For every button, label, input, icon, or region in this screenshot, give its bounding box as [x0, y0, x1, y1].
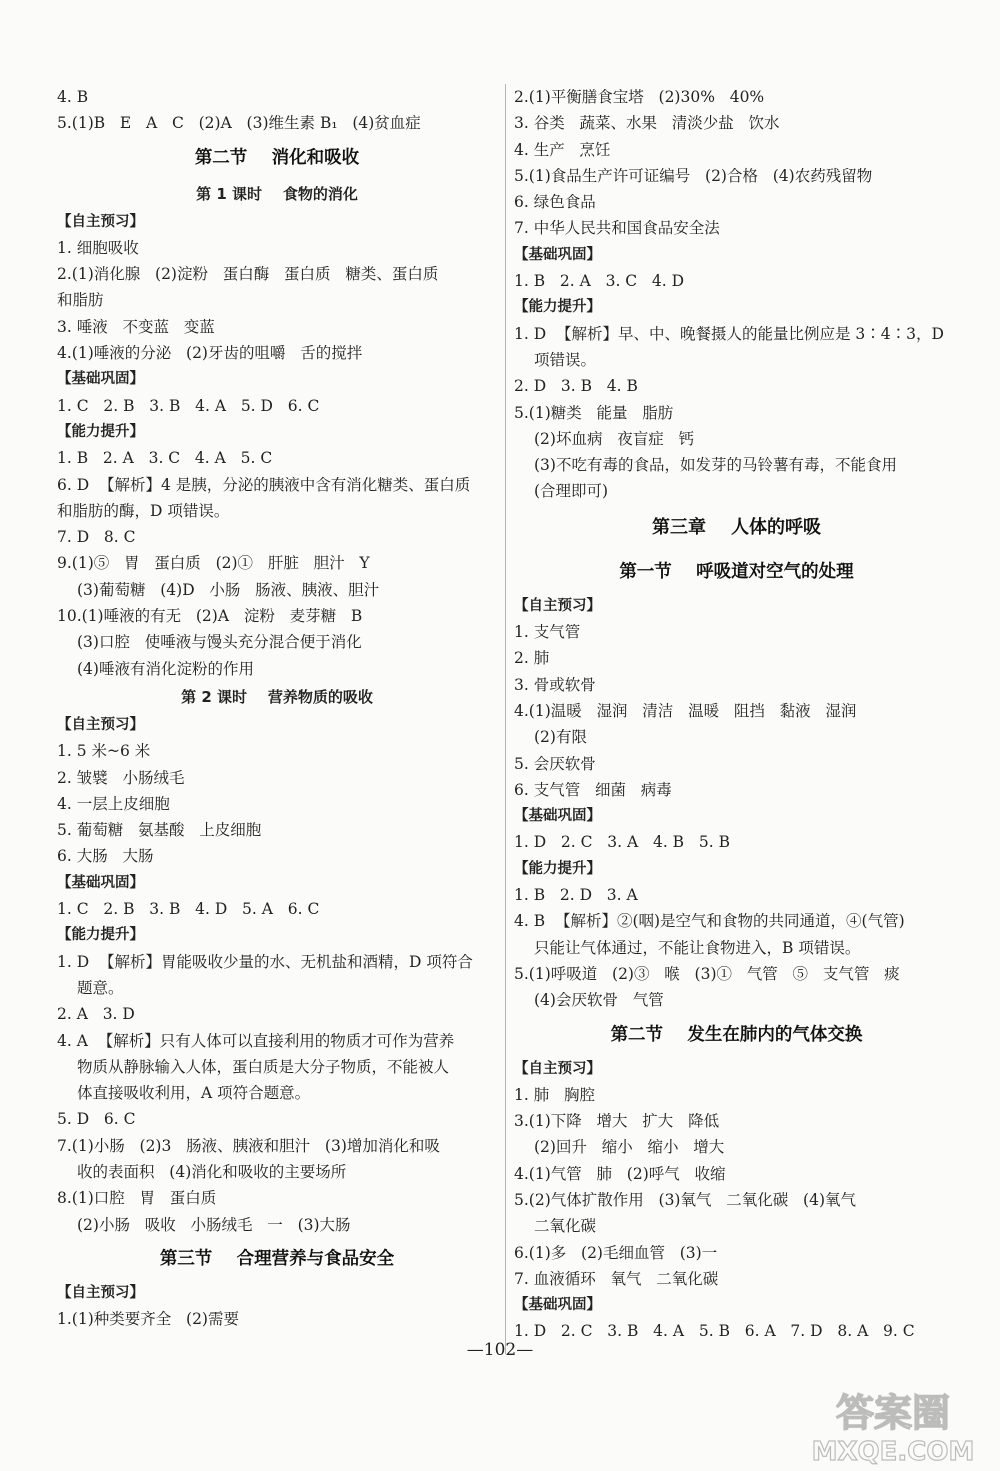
answer-line: 6. 大肠 大肠 [57, 847, 154, 866]
answer-line: (3)不吃有毒的食品，如发芽的马铃薯有毒，不能食用 [534, 456, 897, 475]
watermark-logo [798, 1384, 988, 1468]
answer-line: 1. B 2. A 3. C 4. D [514, 272, 685, 291]
answer-line: 2.(1)平衡膳食宝塔 (2)30% 40% [514, 88, 765, 106]
page-number: —102— [466, 1340, 534, 1360]
left-column [57, 84, 497, 1332]
column-divider [505, 84, 506, 1354]
answer-line: 5.(1)B E A C (2)A (3)维生素 B₁ (4)贫血症 [57, 114, 421, 133]
answer-line: 项错误。 [534, 350, 597, 369]
answer-line: 3. 谷类 蔬菜、水果 清淡少盐 饮水 [514, 114, 780, 133]
lesson-title: 第 1 课时 食物的消化 [196, 184, 358, 203]
answer-line: 1. B 2. A 3. C 4. A 5. C [57, 449, 273, 468]
answer-line: 2. D 3. B 4. B [514, 377, 638, 396]
answer-line: 4.(1)气管 肺 (2)呼气 收缩 [514, 1164, 726, 1183]
section-label: 【基础巩固】 [57, 874, 144, 891]
section-title: 第二节 消化和吸收 [194, 147, 360, 168]
answer-line: 1.(1)种类要齐全 (2)需要 [57, 1310, 239, 1329]
watermark-text: 答案圈 [835, 1391, 951, 1435]
answer-line: 1. D 【解析】胃能吸收少量的水、无机盐和酒精，D 项符合 [57, 952, 473, 971]
answer-line: 1. 5 米~6 米 [57, 742, 151, 761]
answer-line: 4. B 【解析】②(咽)是空气和食物的共同通道，④(气管) [514, 912, 905, 931]
section-label: 【自主预习】 [57, 1284, 144, 1301]
section-label: 【能力提升】 [57, 927, 144, 944]
answer-line: 物质从静脉输入人体，蛋白质是大分子物质，不能被人 [77, 1057, 450, 1076]
answer-line: 4. A 【解析】只有人体可以直接利用的物质才可作为营养 [57, 1031, 455, 1050]
answer-line: 3. 骨或软骨 [514, 675, 596, 694]
answer-line: 1. D 【解析】早、中、晚餐摄人的能量比例应是 3∶4∶3，D [514, 324, 944, 343]
answer-line: 3. 唾液 不变蓝 变蓝 [57, 317, 215, 336]
section-label: 【能力提升】 [514, 299, 601, 316]
answer-line: (4)唾液有消化淀粉的作用 [77, 659, 254, 678]
answer-line: 2. 肺 [514, 649, 550, 668]
answer-line: 6. 绿色食品 [514, 193, 596, 212]
answer-line: 1. C 2. B 3. B 4. D 5. A 6. C [57, 900, 320, 919]
section-title: 第一节 呼吸道对空气的处理 [619, 561, 854, 582]
answer-line: 体直接吸收利用，A 项符合题意。 [77, 1084, 311, 1103]
answer-line: 1. C 2. B 3. B 4. A 5. D 6. C [57, 396, 320, 415]
answer-line: 2. 皱襞 小肠绒毛 [57, 768, 185, 787]
chapter-title: 第三章 人体的呼吸 [651, 516, 822, 538]
section-label: 【基础巩固】 [514, 1297, 601, 1314]
answer-line: 4. B [57, 88, 89, 106]
answer-line: 5.(2)气体扩散作用 (3)氧气 二氧化碳 (4)氧气 [514, 1190, 857, 1209]
answer-line: 6.(1)多 (2)毛细血管 (3)一 [514, 1243, 718, 1262]
answer-line: 1. 细胞吸收 [57, 238, 139, 257]
answer-line: 1. 肺 胸腔 [514, 1085, 595, 1104]
answer-line: (2)回升 缩小 缩小 增大 [534, 1138, 725, 1157]
answer-line: 1. D 2. C 3. B 4. A 5. B 6. A 7. D 8. A 9. C [514, 1322, 915, 1341]
watermark-url: MXQE.COM [811, 1437, 975, 1467]
answer-line: 8.(1)口腔 胃 蛋白质 [57, 1189, 217, 1208]
lesson-title: 第 2 课时 营养物质的吸收 [181, 687, 373, 706]
answer-line: (4)会厌软骨 气管 [534, 991, 664, 1010]
answer-line: 6. 支气管 细菌 病毒 [514, 780, 672, 799]
section-title: 第三节 合理营养与食品安全 [159, 1248, 395, 1269]
answer-line: (2)小肠 吸收 小肠绒毛 一 (3)大肠 [77, 1215, 351, 1234]
answer-line: 5. 会厌软骨 [514, 754, 596, 773]
answer-line: 5. D 6. C [57, 1110, 136, 1129]
answer-line: 6. D 【解析】4 是胰，分泌的胰液中含有消化糖类、蛋白质 [57, 475, 471, 494]
answer-line: 4.(1)温暖 湿润 清洁 温暖 阻挡 黏液 湿润 [514, 701, 857, 720]
answer-line: (3)口腔 使唾液与馒头充分混合便于消化 [77, 633, 362, 652]
answer-line: (2)有限 [534, 728, 587, 747]
section-label: 【能力提升】 [514, 860, 601, 877]
answer-line: 二氧化碳 [534, 1217, 597, 1236]
answer-line: 7. 血液循环 氧气 二氧化碳 [514, 1269, 719, 1288]
section-label: 【自主预习】 [57, 213, 144, 230]
answer-line: 7.(1)小肠 (2)3 肠液、胰液和胆汁 (3)增加消化和吸 [57, 1136, 440, 1155]
answer-line: 5.(1)呼吸道 (2)③ 喉 (3)① 气管 ⑤ 支气管 痰 [514, 964, 900, 983]
answer-line: 1. D 2. C 3. A 4. B 5. B [514, 833, 730, 852]
answer-line: 2.(1)消化腺 (2)淀粉 蛋白酶 蛋白质 糖类、蛋白质 [57, 265, 439, 284]
answer-line: 和脂肪 [57, 291, 104, 310]
answer-line: 题意。 [77, 978, 124, 997]
answer-line: 收的表面积 (4)消化和吸收的主要场所 [77, 1162, 347, 1181]
answer-line: 3.(1)下降 增大 扩大 降低 [514, 1112, 720, 1131]
answer-line: 5.(1)糖类 能量 脂肪 [514, 403, 674, 422]
answer-line: 和脂肪的酶，D 项错误。 [57, 501, 230, 520]
section-label: 【自主预习】 [514, 1060, 601, 1077]
right-column [514, 84, 959, 1345]
answer-line: 7. D 8. C [57, 528, 136, 547]
answer-line: 2. A 3. D [57, 1005, 135, 1024]
answer-line: (合理即可) [534, 482, 609, 501]
answer-line: 4. 生产 烹饪 [514, 140, 611, 159]
answer-line: (2)坏血病 夜盲症 钙 [534, 429, 695, 448]
answer-line: (3)葡萄糖 (4)D 小肠 肠液、胰液、胆汁 [77, 580, 380, 599]
section-label: 【自主预习】 [514, 597, 601, 614]
section-label: 【基础巩固】 [57, 371, 144, 388]
section-label: 【基础巩固】 [514, 808, 601, 825]
section-label: 【基础巩固】 [514, 246, 601, 263]
answer-line: 1. 支气管 [514, 623, 581, 642]
section-label: 【能力提升】 [57, 423, 144, 440]
section-title: 第二节 发生在肺内的气体交换 [610, 1024, 863, 1045]
answer-line: 只能让气体通过，不能让食物进入，B 项错误。 [534, 938, 861, 957]
section-label: 【自主预习】 [57, 716, 144, 733]
answer-line: 4.(1)唾液的分泌 (2)牙齿的咀嚼 舌的搅拌 [57, 344, 363, 363]
answer-line: 4. 一层上皮细胞 [57, 794, 170, 813]
answer-line: 5. 葡萄糖 氨基酸 上皮细胞 [57, 821, 262, 840]
answer-line: 9.(1)⑤ 胃 蛋白质 (2)① 肝脏 胆汁 Y [57, 554, 370, 573]
answer-line: 7. 中华人民共和国食品安全法 [514, 219, 720, 238]
answer-line: 10.(1)唾液的有无 (2)A 淀粉 麦芽糖 B [57, 607, 363, 626]
answer-line: 5.(1)食品生产许可证编号 (2)合格 (4)农药残留物 [514, 166, 873, 185]
answer-line: 1. B 2. D 3. A [514, 886, 638, 905]
